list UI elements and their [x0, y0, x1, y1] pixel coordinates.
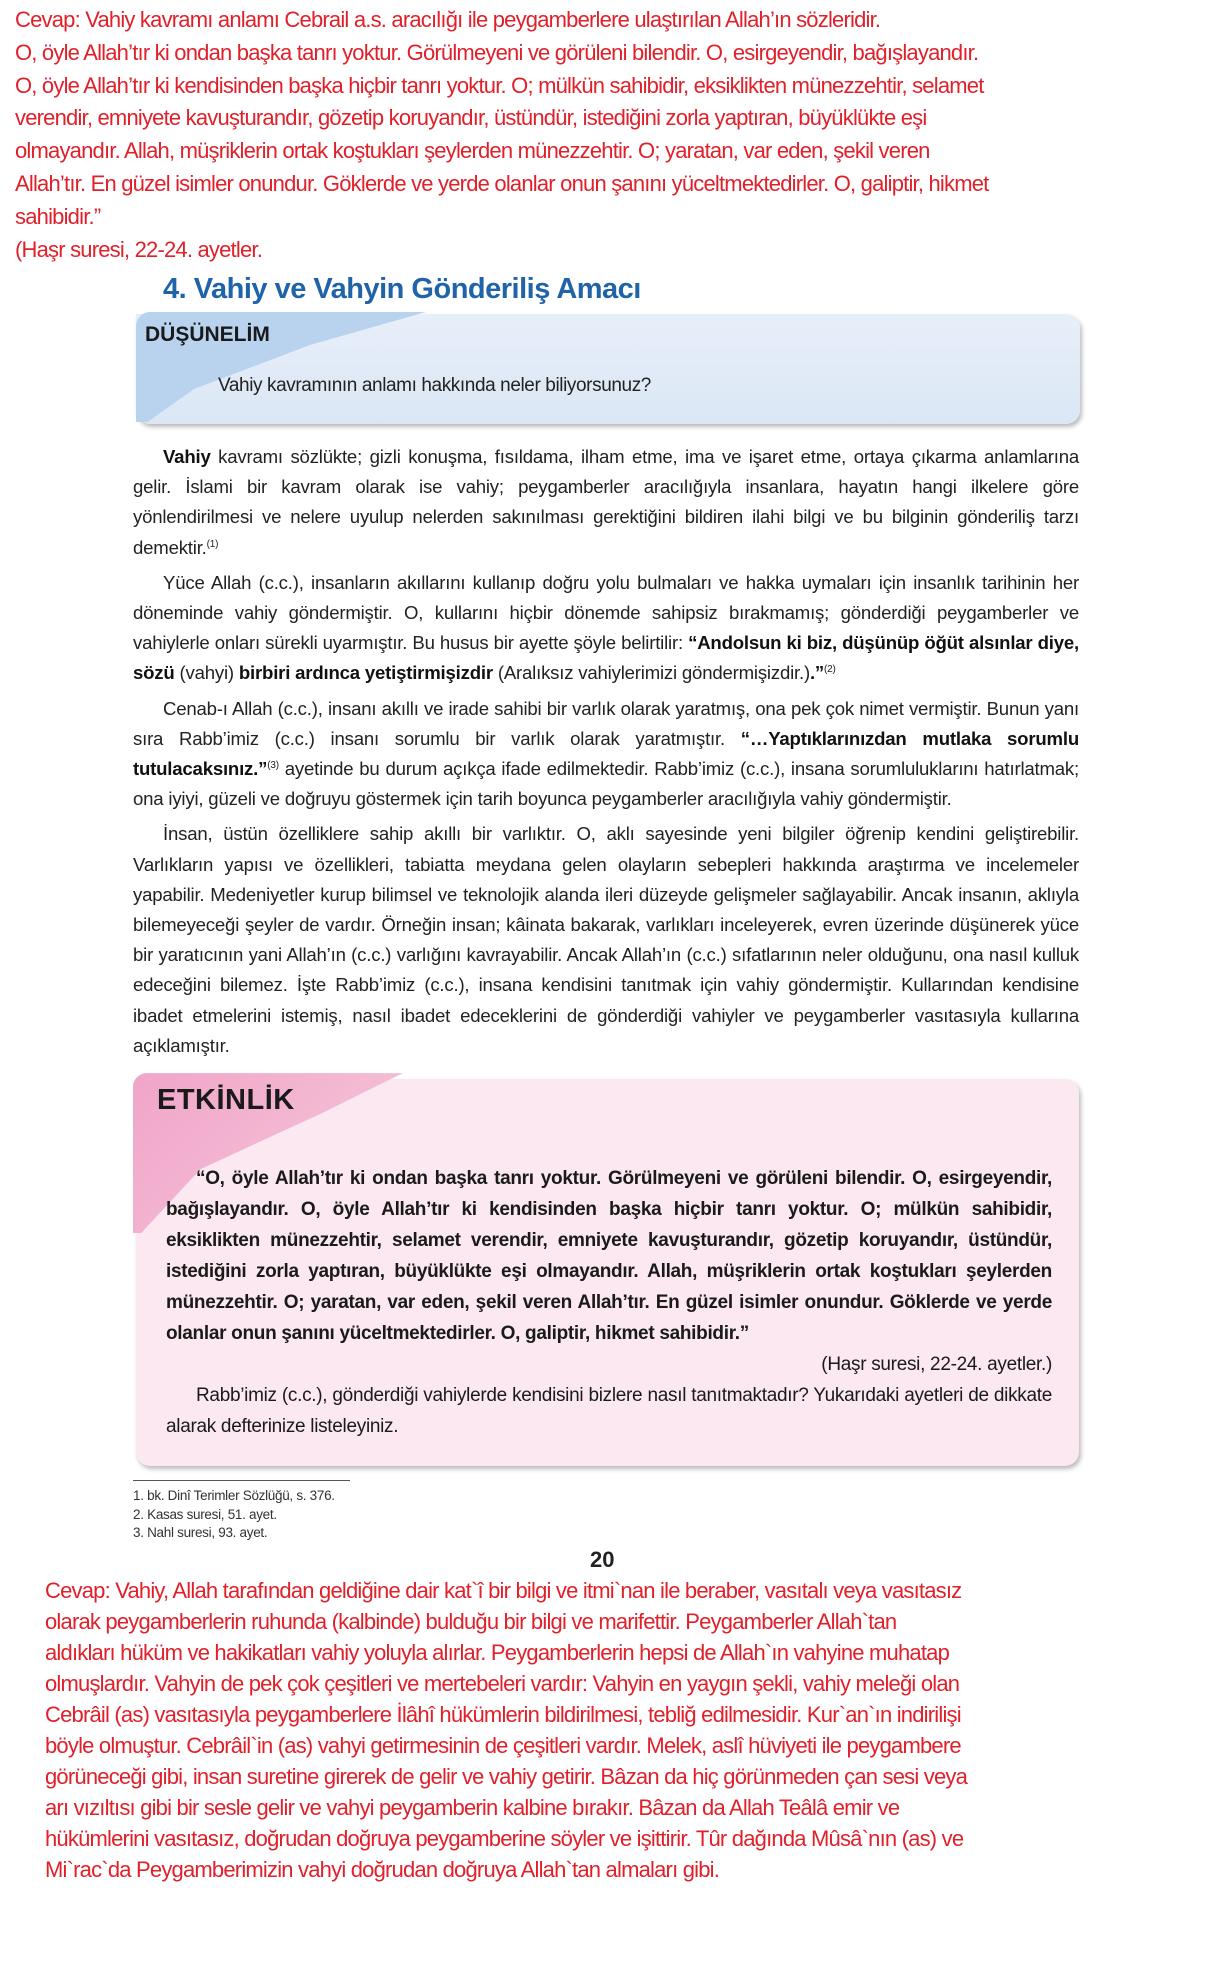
answer-line: verendir, emniyete kavuşturandır, gözetip koruyandır, üstündür, istediğini zorla yaptıran, büyüklükte eşi [15, 105, 927, 131]
etkinlik-box [136, 1079, 1079, 1466]
etkinlik-source: (Haşr suresi, 22-24. ayetler.) [821, 1354, 1052, 1376]
answer-line: olarak peygamberlerin ruhunda (kalbinde) bulduğu bir bilgi ve marifettir. Peygamberler Allah`tan [45, 1608, 897, 1634]
page-content [45, 442, 1079, 1885]
answer-line: Cevap: Vahiy kavramı anlamı Cebrail a.s. aracılığı ile peygamberlere ulaştırılan Allah’ın sözleridir. [15, 7, 881, 32]
section-title: 4. Vahiy ve Vahyin Gönderiliş Amacı [163, 273, 641, 305]
paragraph-1 [133, 442, 1079, 563]
answer-line: Cevap: Vahiy, Allah tarafından geldiğine dair kat`î bir bilgi ve itmi`nan ile beraber, vasıtalı veya vasıtasız [45, 1577, 962, 1603]
answer-line: Cebrâil (as) vasıtasıyla peygamberlere İlâhî hükümlerin bildirilmesi, tebliğ edilmesidir. Kur`an`ın indirilişi [45, 1701, 961, 1727]
answer-line: olmayandır. Allah, müşriklerin ortak koştukları şeylerden münezzehtir. O; yaratan, var eden, şekil veren [15, 138, 930, 164]
paragraph-3 [133, 694, 1079, 815]
etkinlik-content [166, 1163, 1052, 1442]
text: kavramı sözlükte; gizli konuşma, fısıldama, ilham etme, ima ve işaret etme, ortaya çıkarma anlamlarına gelir. İslami bir kavram olarak ise vahiy; peygamberler aracılığıyla insanlara, hayatın hangi ilkelere göre yönlendirilmesi ve nelere uyulup nelerden sakınılması gerektiğini bildiren ilahi bilgi ve bu bilginin gönderiliş tarzı demektir. [133, 446, 1079, 558]
footnote-divider [133, 1480, 350, 1481]
page-number: 20 [590, 1546, 615, 1572]
paragraph-4: İnsan, üstün özelliklere sahip akıllı bir varlıktır. O, aklı sayesinde yeni bilgiler öğrenip kendini geliştirebilir. Varlıkların yapısı ve özellikleri, tabiatta meydana gelen olayların sebepleri hakkında araştırma ve incelemeler yapabilir. Medeniyetler kurup bilimsel ve teknolojik alanda ileri düzeyde gelişmeler sağlayabilir. Ancak insanın, aklıyla bilemeyeceği şeyler de vardır. Örneğin insan; kâinata bakarak, varlıkları inceleyerek, evren üzerinde düşünerek yüce bir yaratıcının yani Allah’ın (c.c.) varlığını kavrayabilir. Ancak Allah’ın (c.c.) sıfatlarının neler olduğunu, ona nasıl kulluk edeceğini bilemez. İşte Rabb’imiz (c.c.), insana kendisini tanıtmak için vahiy göndermiştir. Kullarından kendisine ibadet etmelerini istemiş, nasıl ibadet edeceklerini de gönderdiği vahiyler ve peygamberler vasıtasıyla kullarına açıklamıştır. [133, 823, 1079, 1056]
answer-line: O, öyle Allah’tır ki ondan başka tanrı yoktur. Görülmeyeni ve görüleni bilendir. O, esirgeyendir, bağışlayandır. [15, 39, 979, 65]
answer-line: arı vızıltısı gibi bir sesle gelir ve vahyi peygamberin kalbine bırakır. Bâzan da Allah Teâlâ emir ve [45, 1794, 900, 1820]
bold-term: Vahiy [163, 446, 211, 467]
etkinlik-task: Rabb’imiz (c.c.), gönderdiği vahiylerde kendisini bizlere nasıl tanıtmaktadır? Yukarıdaki ayetleri de dikkate alarak defterinize listeleyiniz. [166, 1385, 1052, 1438]
footnote-ref: (1) [206, 538, 219, 550]
text: ayetinde bu durum açıkça ifade edilmektedir. Rabb’imiz (c.c.), insana sorumluluklarını hatırlatmak; ona iyiyi, güzeli ve doğruyu göstermek için tarih boyunca peygamberler aracılığıyla vahiy göndermiştir. [133, 758, 1079, 810]
text: (vahyi) [174, 662, 239, 684]
verse-text: .” [809, 662, 825, 684]
dusunelim-question: Vahiy kavramının anlamı hakkında neler biliyorsunuz? [218, 375, 651, 396]
paragraph-2 [133, 568, 1079, 689]
text: Cenab-ı Allah (c.c.), insanı akıllı ve irade sahibi bir varlık olarak yaratmış, ona pek çok nimet vermiştir. Bunun yanı sıra Rabb’imiz (c.c.) insanı sorumlu bir varlık olarak yaratmıştır. [133, 697, 1079, 749]
footnote-ref: (3) [267, 759, 279, 771]
verse-text: birbiri ardınca yetiştirmişizdir [238, 662, 493, 684]
dusunelim-label: DÜŞÜNELİM [145, 323, 270, 346]
bottom-answer-text [45, 1575, 1079, 1885]
verse-text: “Andolsun ki biz, düşünüp öğüt alsınlar diye, sözü [133, 632, 1079, 684]
body-text [133, 442, 1079, 1061]
footnote-ref: (2) [824, 664, 836, 676]
answer-line: böyle olmuştur. Cebrâil`in (as) vahyi getirmesinin de çeşitleri vardır. Melek, aslî hüviyeti ile peygambere [45, 1732, 961, 1758]
answer-line: (Haşr suresi, 22-24. ayetler. [15, 236, 263, 262]
footnote: 2. Kasas suresi, 51. ayet. [133, 1506, 277, 1522]
text: (Aralıksız vahiylerimizi göndermişizdir.) [492, 662, 810, 684]
footnotes [133, 1487, 1079, 1543]
answer-line: görüneceği gibi, insan suretine girerek de gelir ve vahiy getirir. Bâzan da hiç görünmeden çan sesi veya [45, 1763, 968, 1789]
text: Yüce Allah (c.c.), insanların akıllarını kullanıp doğru yolu bulmaları ve hakka uymaları için insanlık tarihinin her döneminde vahiy göndermiştir. O, kullarını hiçbir dönemde sahipsiz bırakmamış; gönderdiği peygamberler ve vahiylerle onları sürekli uyarmıştır. Bu husus bir ayette şöyle belirtilir: [133, 571, 1079, 654]
answer-line: aldıkları hüküm ve hakikatları vahiy yoluyla alırlar. Peygamberlerin hepsi de Allah`ın vahyine muhatap [45, 1639, 950, 1665]
footnote: 1. bk. Dinî Terimler Sözlüğü, s. 376. [133, 1488, 335, 1504]
answer-line: hükümlerini vasıtasız, doğrudan doğruya peygamberine söyler ve işittirir. Tûr dağında Mûsâ`nın (as) ve [45, 1825, 964, 1851]
answer-line: Mi`rac`da Peygamberimizin vahyi doğrudan doğruya Allah`tan almaları gibi. [45, 1856, 720, 1882]
answer-line: O, öyle Allah’tır ki kendisinden başka hiçbir tanrı yoktur. O; mülkün sahibidir, eksiklikten münezzehtir, selamet [15, 72, 984, 98]
answer-line: Allah’tır. En güzel isimler onundur. Göklerde ve yerde olanlar onun şanını yüceltmektedirler. O, galiptir, hikmet [15, 170, 989, 196]
etkinlik-label: ETKİNLİK [157, 1084, 295, 1117]
footnote: 3. Nahl suresi, 93. ayet. [133, 1525, 268, 1541]
answer-line: olmuşlardır. Vahyin de pek çok çeşitleri ve mertebeleri vardır: Vahyin en yaygın şekli, vahiy meleği olan [45, 1670, 960, 1696]
etkinlik-quote: “O, öyle Allah’tır ki ondan başka tanrı yoktur. Görülmeyeni ve görüleni bilendir. O, esirgeyendir, bağışlayandır. O, öyle Allah’tır ki kendisinden başka hiçbir tanrı yoktur. O; mülkün sahibidir, eksiklikten münezzehtir, selamet verendir, emniyete kavuşturandır, gözetip koruyandır, üstündür, istediğini zorla yaptıran, büyüklükte eşi olmayandır. Allah, müşriklerin ortak koştukları şeylerden münezzehtir. O; yaratan, var eden, şekil veren Allah’tır. En güzel isimler onundur. Göklerde ve yerde olanlar onun şanını yüceltmektedirler. O, galiptir, hikmet sahibidir.” [166, 1168, 1052, 1345]
answer-line: sahibidir.” [15, 203, 101, 229]
top-answer-text [15, 4, 988, 266]
verse-text: “…Yaptıklarınızdan mutlaka sorumlu tutulacaksınız.” [133, 727, 1079, 780]
